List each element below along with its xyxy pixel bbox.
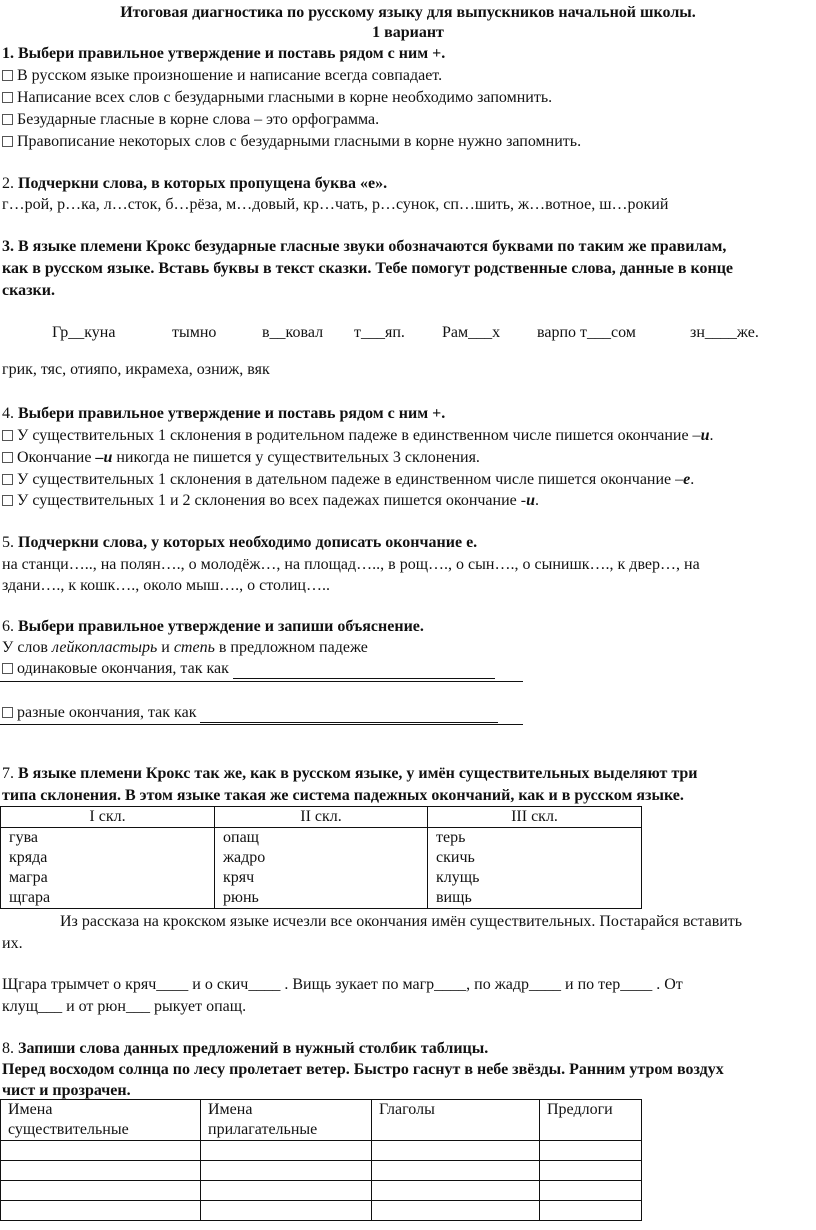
table-cell[interactable] (1, 1141, 201, 1161)
q2-task: Подчеркни слова, в которых пропущена буква «е». (18, 175, 388, 192)
q8-sentences-line1: Перед восходом солнца по лесу пролетает ветер. Быстро гаснут в небе звёзды. Ранним утром воздух (2, 1061, 724, 1078)
q5-heading (2, 533, 477, 553)
table-header-cell: II скл. (215, 807, 428, 828)
table-header-line: существительные (8, 1121, 129, 1138)
q1-number: 1. (2, 45, 14, 62)
table-cell[interactable] (540, 1201, 642, 1221)
q1-option[interactable] (2, 110, 379, 130)
table-cell[interactable] (372, 1141, 540, 1161)
table-header-cell: III скл. (428, 807, 642, 828)
table-cell-word: гува (9, 829, 39, 846)
table-header-row (1, 807, 642, 828)
q7-text-line1[interactable] (2, 975, 814, 995)
table-header-line: Глаголы (379, 1101, 435, 1118)
table-cell (1, 828, 215, 909)
q7-task-line2: типа склонения. В этом языке такая же система падежных окончаний, как и в русском языке. (2, 787, 684, 804)
table-cell-word: кряда (9, 849, 48, 866)
table-cell[interactable] (540, 1181, 642, 1201)
q6-word2: степь (173, 639, 215, 656)
q4-option[interactable] (2, 491, 539, 511)
q4-option-ending: е (683, 471, 691, 488)
q6-option-text: разные окончания, так как (17, 704, 197, 721)
answer-line[interactable] (200, 707, 498, 723)
q3-task-line3: сказки. (2, 282, 55, 299)
q3-fragment[interactable]: в__ковал (262, 324, 324, 341)
q6-option[interactable] (2, 659, 495, 679)
q3-fragment[interactable]: Рам___х (442, 324, 501, 341)
table-header-row (1, 1100, 642, 1141)
table-cell-word: скичь (436, 849, 475, 866)
checkbox-icon[interactable] (2, 452, 13, 463)
q7-text: Щгара трымчет о кряч____ и о скич____ . Вищь зукает по магр____, по жадр____ и по тер____ . От (2, 976, 683, 993)
q2-heading (2, 174, 387, 194)
answer-line[interactable] (0, 681, 523, 682)
q3-fragment[interactable]: Гр__куна (52, 324, 116, 341)
table-header-line: Предлоги (547, 1101, 613, 1118)
table-header-line: Имена (8, 1101, 53, 1118)
q2-number: 2. (2, 175, 14, 192)
q5-words-line1[interactable]: на станци….., на полян…., о молодёж…, на площад….., в рощ…., о сын…., о сынишк…., к двер…, на (2, 556, 700, 573)
q4-option-ending: и (526, 492, 535, 509)
q3-fragment[interactable]: зн____же. (690, 324, 759, 341)
table-cell[interactable] (372, 1181, 540, 1201)
q7-paragraph-line1: Из рассказа на крокском языке исчезли все окончания имён существительных. Постарайся вставить (60, 913, 743, 930)
table-cell-word: клущь (436, 869, 480, 886)
table-cell[interactable] (1, 1201, 201, 1221)
parts-of-speech-table (0, 1099, 642, 1221)
checkbox-icon[interactable] (2, 70, 13, 81)
table-cell[interactable] (1, 1161, 201, 1181)
checkbox-icon[interactable] (2, 663, 13, 674)
q4-option-text: У существительных 1 и 2 склонения во всех падежах пишется окончание - (17, 492, 527, 509)
table-header-cell (540, 1100, 642, 1141)
q6-task: Выбери правильное утверждение и запиши объяснение. (18, 618, 424, 635)
q4-option-ending: –и (95, 449, 113, 466)
table-cell-word: терь (436, 829, 466, 846)
checkbox-icon[interactable] (2, 114, 13, 125)
table-cell[interactable] (372, 1201, 540, 1221)
q4-number: 4. (2, 405, 14, 422)
answer-line[interactable] (0, 724, 523, 725)
q6-intro-text: и (157, 639, 174, 656)
q3-task-line2: как в русском языке. Вставь буквы в текст сказки. Тебе помогут родственные слова, данные в конце (2, 260, 734, 277)
table-cell[interactable] (540, 1141, 642, 1161)
q1-option-text: Правописание некоторых слов с безударными гласными в корне нужно запомнить. (17, 133, 582, 150)
q2-words[interactable]: г…рой, р…ка, л…сток, б…рёза, м…довый, кр…чать, р…сунок, сп…шить, ж…вотное, ш…рокий (2, 196, 669, 213)
q6-option-text: одинаковые окончания, так как (17, 660, 229, 677)
table-cell-word: вищь (436, 889, 472, 906)
table-cell-word: жадро (223, 849, 266, 866)
q4-option-text: Окончание (17, 449, 96, 466)
q1-task: Выбери правильное утверждение и поставь рядом с ним +. (18, 45, 446, 62)
table-header-line: прилагательные (208, 1121, 318, 1138)
q4-option-text: У существительных 1 склонения в дательном падеже в единственном числе пишется окончание – (17, 471, 684, 488)
checkbox-icon[interactable] (2, 474, 13, 485)
q6-intro (2, 638, 368, 658)
table-cell[interactable] (201, 1181, 372, 1201)
table-row (1, 1201, 642, 1221)
q6-number: 6. (2, 618, 14, 635)
table-cell[interactable] (1, 1181, 201, 1201)
q7-number: 7. (2, 765, 14, 782)
q1-option[interactable] (2, 88, 552, 108)
q1-option-text: В русском языке произношение и написание всегда совпадает. (17, 67, 443, 84)
table-cell[interactable] (201, 1161, 372, 1181)
q1-option[interactable] (2, 132, 581, 152)
q4-option-text: У существительных 1 склонения в родительном падеже в единственном числе пишется окончание – (17, 427, 701, 444)
answer-line[interactable] (233, 663, 495, 679)
q4-task: Выбери правильное утверждение и поставь рядом с ним +. (18, 405, 446, 422)
q8-sentences-line2: чист и прозрачен. (2, 1082, 131, 1099)
q4-heading (2, 404, 445, 424)
q5-number: 5. (2, 534, 14, 551)
q6-word1: лейкопластырь (51, 639, 158, 656)
checkbox-icon[interactable] (2, 495, 13, 506)
q4-option-tail: . (690, 471, 695, 488)
declension-table (0, 806, 642, 909)
q8-task: Запиши слова данных предложений в нужный столбик таблицы. (18, 1040, 489, 1057)
q4-option-tail: . (535, 492, 539, 509)
q6-option[interactable] (2, 703, 498, 723)
q8-number: 8. (2, 1040, 14, 1057)
q3-heading (2, 237, 726, 257)
table-header-cell (372, 1100, 540, 1141)
page-title: Итоговая диагностика по русскому языку для выпускников начальной школы. (120, 4, 696, 21)
table-cell-word: щгара (9, 889, 51, 906)
checkbox-icon[interactable] (2, 136, 13, 147)
q4-option[interactable] (2, 426, 713, 446)
variant-label: 1 вариант (372, 24, 444, 41)
q3-number: 3. (2, 238, 14, 255)
q7-heading (2, 764, 814, 784)
q3-fragment[interactable]: т___яп. (354, 324, 405, 341)
q5-task: Подчеркни слова, у которых необходимо дописать окончание е. (18, 534, 478, 551)
q4-option[interactable] (2, 448, 480, 468)
table-row (1, 1141, 642, 1161)
q7-paragraph-line2: их. (2, 935, 23, 952)
table-cell[interactable] (201, 1141, 372, 1161)
table-header-cell (201, 1100, 372, 1141)
table-cell-word: магра (9, 869, 48, 886)
table-cell[interactable] (201, 1201, 372, 1221)
table-cell-word: опащ (223, 829, 259, 846)
table-header-line: Имена (208, 1101, 253, 1118)
table-cell (428, 828, 642, 909)
q3-fragment[interactable]: варпо т___сом (537, 324, 636, 341)
q5-words-line2[interactable]: здани…., к кошк…., около мыш…., о столиц….. (2, 577, 330, 594)
table-row (1, 1161, 642, 1181)
q6-heading (2, 617, 424, 637)
q1-option-text: Написание всех слов с безударными гласными в корне необходимо запомнить. (17, 89, 553, 106)
q6-intro-text: в предложном падеже (214, 639, 368, 656)
table-row (1, 828, 642, 909)
q1-option-text: Безударные гласные в корне слова – это орфограмма. (17, 111, 380, 128)
table-cell[interactable] (540, 1161, 642, 1181)
q7-task-line1: В языке племени Крокс так же, как в русском языке, у имён существительных выделяют три (18, 765, 698, 782)
table-cell-word: кряч (223, 869, 255, 886)
q4-option-tail: . (709, 427, 714, 444)
table-cell[interactable] (372, 1161, 540, 1181)
q4-option-ending: и (700, 427, 710, 444)
checkbox-icon[interactable] (2, 707, 13, 718)
q4-option[interactable] (2, 470, 694, 490)
table-row (1, 1181, 642, 1201)
q7-text-line2[interactable]: клущ___ и от рюн___ рыкует опащ. (2, 998, 247, 1015)
q6-intro-text: У слов (2, 639, 52, 656)
q3-hints: грик, тяс, отияпо, икрамеха, озниж, вяк (2, 361, 270, 378)
table-header-cell (1, 1100, 201, 1141)
checkbox-icon[interactable] (2, 92, 13, 103)
table-cell (215, 828, 428, 909)
q1-heading (2, 44, 445, 64)
q3-task-line1: В языке племени Крокс безударные гласные звуки обозначаются буквами по таким же правилам, (18, 238, 727, 255)
table-cell-word: рюнь (223, 889, 259, 906)
q1-option[interactable] (2, 66, 442, 86)
q4-option-tail: никогда не пишется у существительных 3 склонения. (112, 449, 480, 466)
q3-fragment[interactable]: тымно (172, 324, 217, 341)
checkbox-icon[interactable] (2, 430, 13, 441)
q8-heading (2, 1039, 488, 1059)
table-header-cell: I скл. (1, 807, 215, 828)
